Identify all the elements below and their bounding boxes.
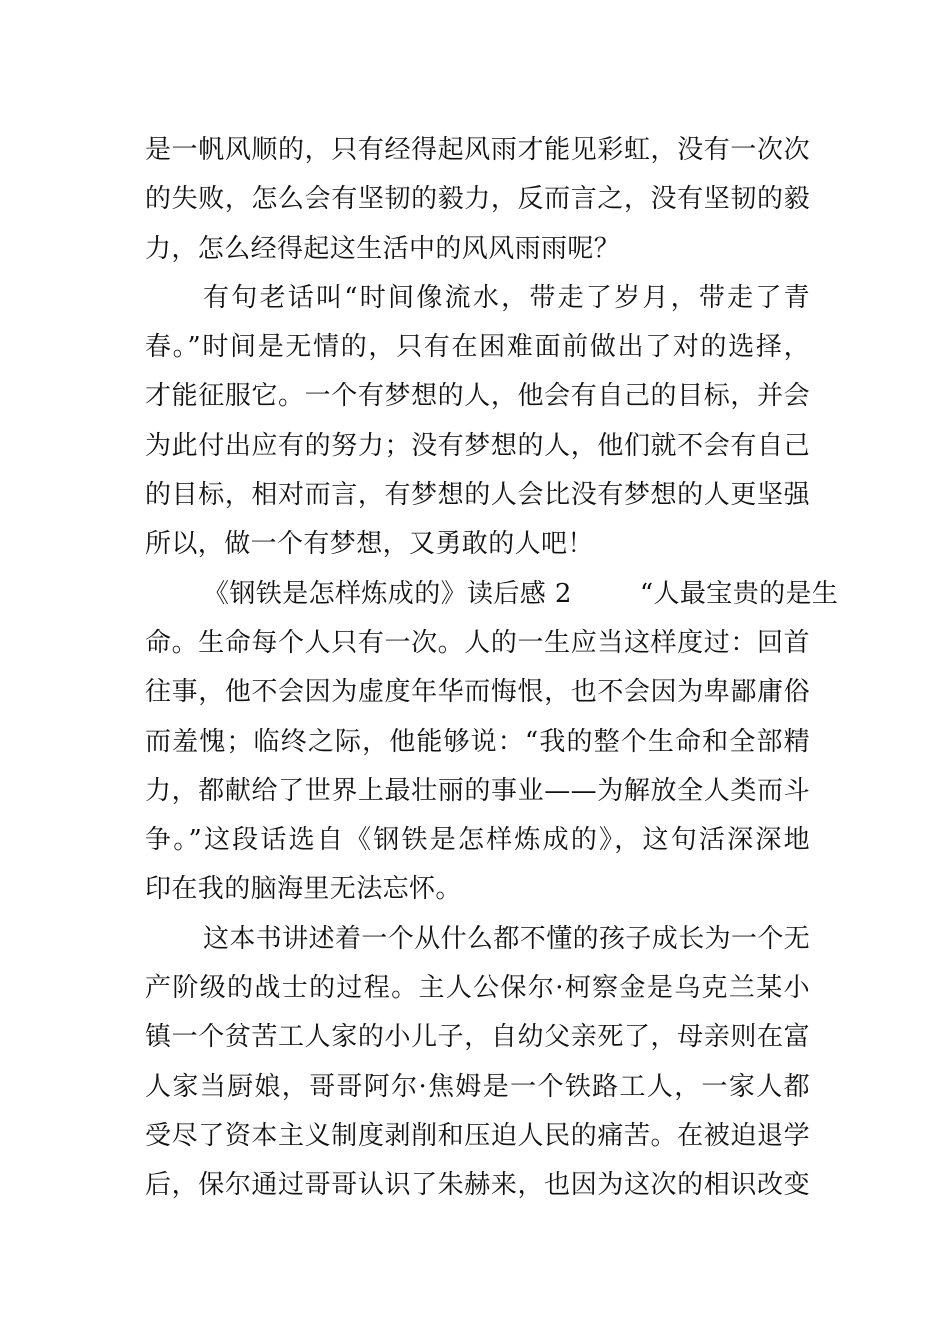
text-line: 力，都献给了世界上最壮丽的事业——为解放全人类而斗 bbox=[145, 775, 810, 806]
text-line: 命。生命每个人只有一次。人的一生应当这样度过：回首 bbox=[145, 627, 810, 658]
text-line: 而羞愧；临终之际，他能够说：“我的整个生命和全部精 bbox=[145, 726, 810, 757]
text-line: 人家当厨娘，哥哥阿尔·焦姆是一个铁路工人，一家人都 bbox=[145, 1071, 810, 1102]
text-line: 为此付出应有的努力；没有梦想的人，他们就不会有自己 bbox=[145, 430, 810, 461]
text-line: 往事，他不会因为虚度年华而悔恨，也不会因为卑鄙庸俗 bbox=[145, 677, 810, 708]
body-text bbox=[145, 126, 839, 1211]
text-line: 所以，做一个有梦想，又勇敢的人吧！ bbox=[145, 529, 594, 560]
quote-start: “人最宝贵的是生 bbox=[639, 578, 839, 609]
text-line: 印在我的脑海里无法忘怀。 bbox=[145, 874, 462, 905]
text-line: 有句老话叫“时间像流水，带走了岁月，带走了青 bbox=[203, 282, 810, 313]
text-line: 的失败，怎么会有坚韧的毅力，反而言之，没有坚韧的毅 bbox=[145, 184, 810, 215]
text-line: 春。”时间是无情的，只有在困难面前做出了对的选择， bbox=[145, 332, 810, 363]
text-line: 受尽了资本主义制度剥削和压迫人民的痛苦。在被迫退学 bbox=[145, 1120, 810, 1151]
text-line: 才能征服它。一个有梦想的人，他会有自己的目标，并会 bbox=[145, 381, 810, 412]
text-line: 镇一个贫苦工人家的小儿子，自幼父亲死了，母亲则在富 bbox=[145, 1022, 810, 1053]
heading-line bbox=[145, 570, 839, 619]
section-heading: 《钢铁是怎样炼成的》读后感 2 bbox=[203, 578, 572, 609]
text-line: 争。”这段话选自《钢铁是怎样炼成的》，这句活深深地 bbox=[145, 825, 810, 856]
text-line: 力，怎么经得起这生活中的风风雨雨呢？ bbox=[145, 233, 621, 264]
text-line: 这本书讲述着一个从什么都不懂的孩子成长为一个无 bbox=[203, 923, 811, 954]
text-line: 后，保尔通过哥哥认识了朱赫来，也因为这次的相识改变 bbox=[145, 1170, 810, 1201]
text-line: 是一帆风顺的，只有经得起风雨才能见彩虹，没有一次次 bbox=[145, 135, 810, 165]
text-line: 产阶级的战士的过程。主人公保尔·柯察金是乌克兰某小 bbox=[145, 973, 810, 1004]
text-line: 的目标，相对而言，有梦想的人会比没有梦想的人更坚强 bbox=[145, 480, 810, 511]
